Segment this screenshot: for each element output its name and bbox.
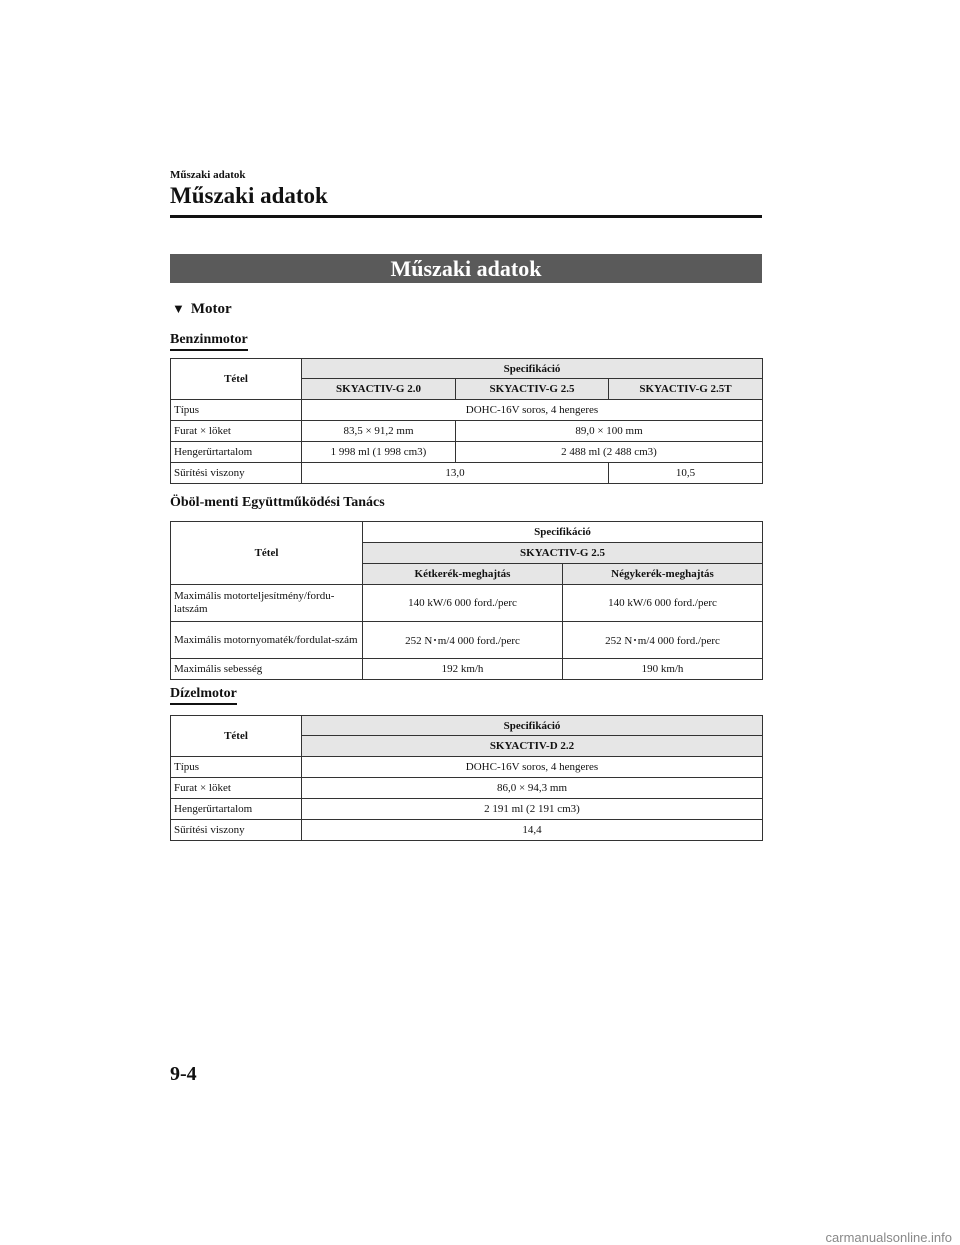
chapter-title: Műszaki adatok bbox=[170, 183, 328, 208]
table-header-variant: SKYACTIV-G 2.5 bbox=[363, 543, 763, 564]
row-label: Hengerűrtartalom bbox=[171, 799, 302, 820]
cell-value: 252 N･m/4 000 ford./perc bbox=[363, 622, 563, 659]
row-label: Sűrítési viszony bbox=[171, 820, 302, 841]
table-row bbox=[171, 421, 763, 442]
row-label: Maximális sebesség bbox=[171, 659, 363, 680]
diesel-spec-table bbox=[170, 715, 763, 841]
table-header-spec: Specifikáció bbox=[302, 716, 763, 736]
table-row bbox=[171, 622, 763, 659]
table-header-variant: SKYACTIV-D 2.2 bbox=[302, 736, 763, 757]
row-label: Hengerűrtartalom bbox=[171, 442, 302, 463]
cell-value: 10,5 bbox=[609, 463, 763, 484]
subsection-title: Motor bbox=[190, 301, 232, 317]
table-header-variant: SKYACTIV-G 2.5T bbox=[609, 379, 763, 400]
cell-value: 83,5 × 91,2 mm bbox=[302, 421, 456, 442]
table-header-variant: SKYACTIV-G 2.5 bbox=[456, 379, 609, 400]
row-label: Maximális motorteljesítmény/fordu-latszám bbox=[171, 585, 363, 622]
table-header-spec: Specifikáció bbox=[302, 359, 763, 379]
table-row bbox=[171, 463, 763, 484]
cell-value: DOHC-16V soros, 4 hengeres bbox=[302, 757, 763, 778]
row-label: Furat × löket bbox=[171, 421, 302, 442]
cell-value: 140 kW/6 000 ford./perc bbox=[563, 585, 763, 622]
cell-value: 14,4 bbox=[302, 820, 763, 841]
table-row bbox=[171, 400, 763, 421]
page-number: 9-4 bbox=[170, 1063, 197, 1085]
cell-value: 89,0 × 100 mm bbox=[456, 421, 763, 442]
table-row bbox=[171, 659, 763, 680]
row-label: Típus bbox=[171, 400, 302, 421]
petrol-spec-table bbox=[170, 358, 763, 484]
subsection-heading bbox=[172, 301, 232, 318]
chapter-divider bbox=[170, 215, 762, 218]
table-header-item: Tétel bbox=[171, 359, 302, 400]
row-label: Furat × löket bbox=[171, 778, 302, 799]
cell-value: 2 488 ml (2 488 cm3) bbox=[456, 442, 763, 463]
cell-value: 192 km/h bbox=[363, 659, 563, 680]
row-label: Maximális motornyomaték/fordulat-szám bbox=[171, 622, 363, 659]
table-row bbox=[171, 799, 763, 820]
cell-value: 1 998 ml (1 998 cm3) bbox=[302, 442, 456, 463]
triangle-down-icon: ▼ bbox=[172, 301, 185, 316]
table-row bbox=[171, 757, 763, 778]
gcc-spec-table bbox=[170, 521, 763, 680]
running-head: Műszaki adatok bbox=[170, 169, 246, 181]
table-header-item: Tétel bbox=[171, 716, 302, 757]
table-header-item: Tétel bbox=[171, 522, 363, 585]
cell-value: 190 km/h bbox=[563, 659, 763, 680]
table-header-drive: Kétkerék-meghajtás bbox=[363, 564, 563, 585]
table-row bbox=[171, 442, 763, 463]
cell-value: 2 191 ml (2 191 cm3) bbox=[302, 799, 763, 820]
cell-value: 13,0 bbox=[302, 463, 609, 484]
table-row bbox=[171, 820, 763, 841]
table-row bbox=[171, 778, 763, 799]
petrol-engine-heading: Benzinmotor bbox=[170, 332, 248, 351]
table-header-variant: SKYACTIV-G 2.0 bbox=[302, 379, 456, 400]
cell-value: DOHC-16V soros, 4 hengeres bbox=[302, 400, 763, 421]
row-label: Sűrítési viszony bbox=[171, 463, 302, 484]
cell-value: 252 N･m/4 000 ford./perc bbox=[563, 622, 763, 659]
cell-value: 140 kW/6 000 ford./perc bbox=[363, 585, 563, 622]
cell-value: 86,0 × 94,3 mm bbox=[302, 778, 763, 799]
row-label: Típus bbox=[171, 757, 302, 778]
section-banner: Műszaki adatok bbox=[170, 254, 762, 283]
table-header-spec: Specifikáció bbox=[363, 522, 763, 543]
table-header-drive: Négykerék-meghajtás bbox=[563, 564, 763, 585]
table-row bbox=[171, 585, 763, 622]
watermark-link[interactable]: carmanualsonline.info bbox=[825, 1230, 952, 1245]
gcc-heading: Öböl-menti Együttműködési Tanács bbox=[170, 495, 385, 510]
diesel-engine-heading: Dízelmotor bbox=[170, 686, 237, 705]
